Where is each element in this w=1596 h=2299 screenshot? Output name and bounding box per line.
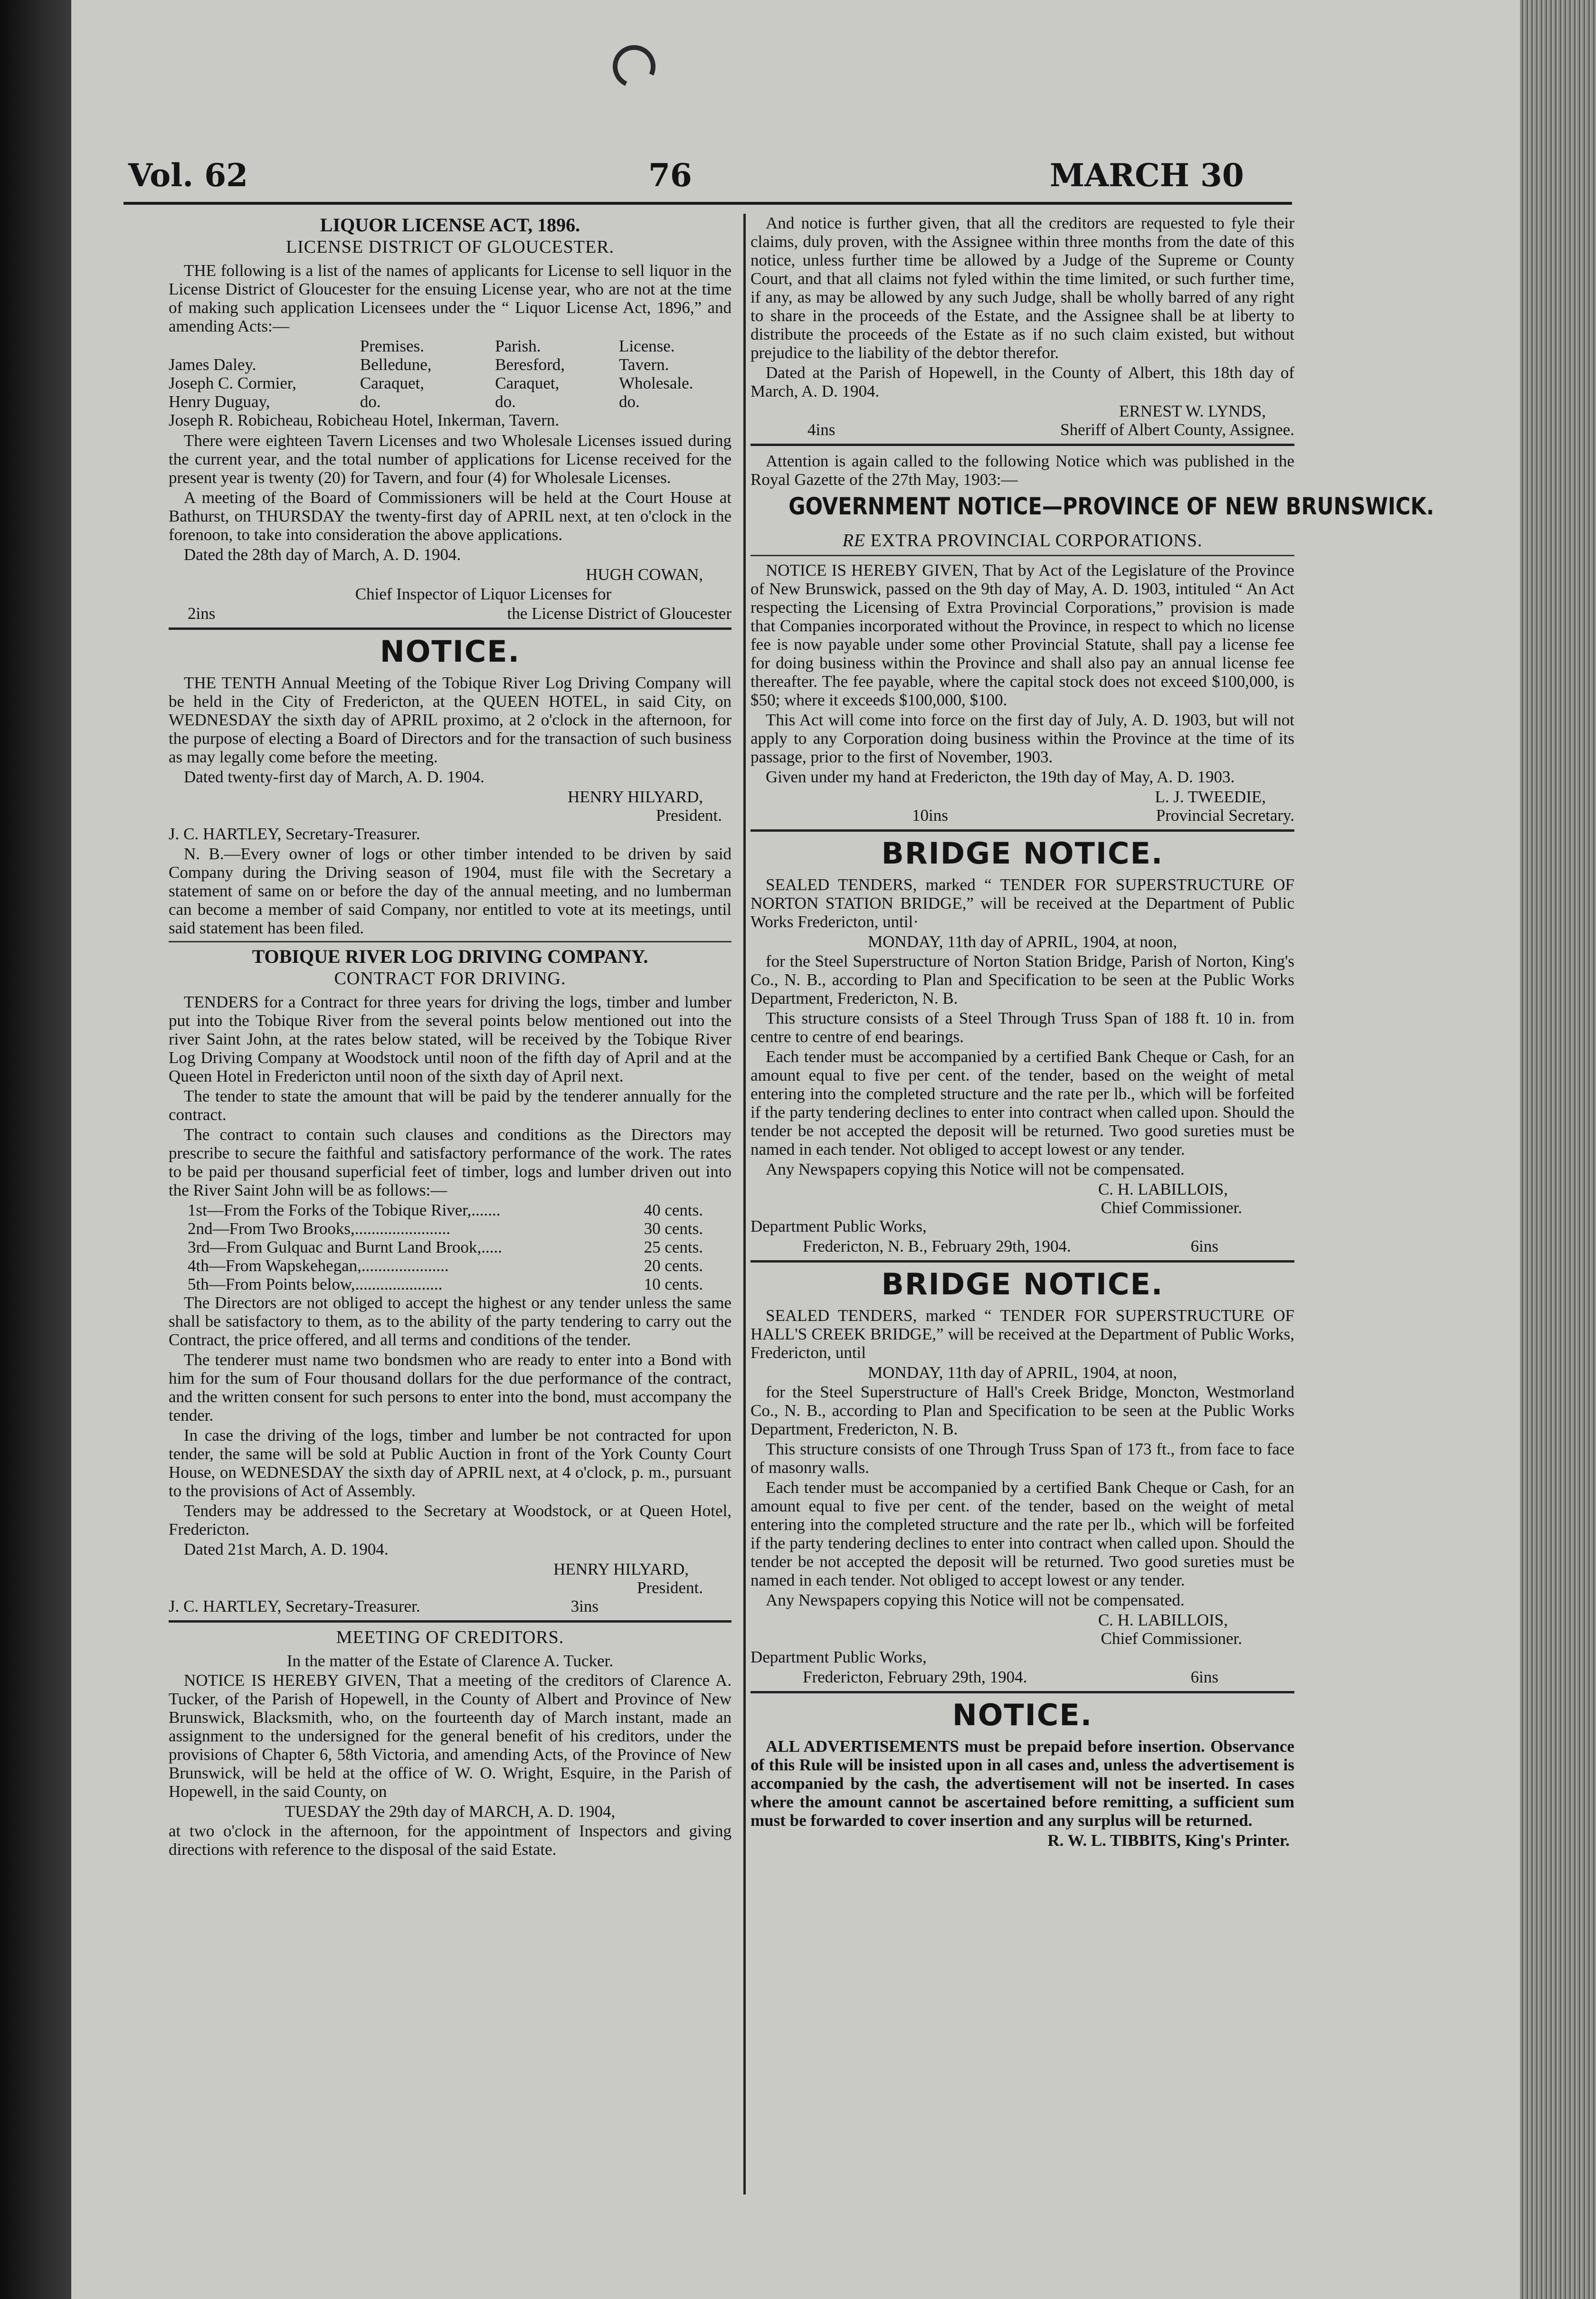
insertion-count: 2ins [188, 604, 216, 623]
re-word: RE [842, 531, 865, 551]
header-rule [124, 202, 1292, 205]
bridge-para: for the Steel Superstructure of Hall's Creek Bridge, Moncton, Westmorland Co., N. B., according to Plan and Specification to be seen at the Public Works Department, Fredericton, N. B. [750, 1383, 1294, 1438]
liquor-license-notice [169, 216, 732, 623]
bridge-para: Any Newspapers copying this Notice will not be compensated. [766, 1160, 1185, 1178]
bridge-para: This structure consists of one Through Truss Span of 173 ft., from face to face of masonry walls. [750, 1440, 1294, 1477]
tobique-para: The Directors are not obliged to accept the highest or any tender unless the same shall be satisfactory to them, as to the ability of the party tendering to carry out the Contract, the price offered, and all terms and conditions of the tender. [169, 1293, 732, 1349]
liquor-para-licenses: There were eighteen Tavern Licenses and two Wholesale Licenses issued during the current year, and the total number of applications for License received for the present year is twenty (20) for Tavern, and four (4) for Wholesale Licenses. [169, 431, 732, 487]
tobique-signer-title: President. [636, 1578, 703, 1597]
liquor-footer [169, 604, 732, 623]
insertion-count: 10ins [912, 806, 948, 825]
liquor-dated: Dated the 28th day of March, A. D. 1904. [184, 545, 461, 564]
gov-signer: L. J. TWEEDIE, [1155, 788, 1266, 806]
book-binding [0, 0, 71, 2299]
rate-label: 1st—From the Forks of the Tobique River,....... [188, 1201, 501, 1219]
table-row [169, 392, 732, 411]
table-row [169, 374, 732, 392]
section-rule [750, 1691, 1294, 1693]
gov-footer [750, 806, 1294, 825]
tobique-dated: Dated 21st March, A. D. 1904. [184, 1540, 389, 1558]
tobique-para: The tender to state the amount that will be paid by the tenderer annually for the contract. [169, 1087, 732, 1124]
bridge-dept: Department Public Works, [750, 1648, 927, 1666]
applicant-premises: do. [360, 392, 381, 411]
rate-label: 4th—From Wapskehegan,..................... [188, 1256, 449, 1275]
creditors-dated: Dated at the Parish of Hopewell, in the County of Albert, this 18th day of March, A. D. 1904. [750, 363, 1294, 400]
tobique-footer [169, 1597, 732, 1615]
bridge-para: SEALED TENDERS, marked “ TENDER FOR SUPERSTRUCTURE OF NORTON STATION BRIDGE,” will be received at the Department of Public Works Fredericton, until· [750, 875, 1294, 931]
right-column [750, 214, 1434, 1850]
page-number: 76 [648, 157, 692, 194]
advertisement-rules-body: ALL ADVERTISEMENTS must be prepaid before insertion. Observance of this Rule will be insisted upon in all cases and, unless the advertisement is accompanied by the cash, the advertisement will not be inserted. In cases where the amount cannot be ascertained before remitting, a sufficient sum must be forwarded to cover insertion and any surplus will be returned. [750, 1737, 1294, 1830]
rate-value: 20 cents. [644, 1256, 703, 1275]
applicant-row-full: Joseph R. Robicheau, Robicheau Hotel, Inkerman, Tavern. [169, 411, 560, 429]
page-stack-edges [1520, 0, 1596, 2299]
table-row [169, 411, 732, 429]
bridge-signer-title: Chief Commissioner. [1101, 1198, 1242, 1217]
list-item [169, 1219, 732, 1238]
section-rule [169, 941, 732, 942]
applicant-parish: do. [495, 392, 516, 411]
tobique-para: TENDERS for a Contract for three years for driving the logs, timber and lumber put into the Tobique River from the several points below mentioned out into the river Saint John, at the rates below stated, will be received by the Tobique River Log Driving Company at Woodstock until noon of the fifth day of April and at the Queen Hotel in Fredericton until noon of the sixth day of April next. [169, 993, 732, 1085]
applicant-premises: Belledune, [360, 355, 432, 374]
bridge-heading: BRIDGE NOTICE. [881, 836, 1164, 871]
applicant-parish: Caraquet, [495, 374, 560, 392]
list-item [169, 1256, 732, 1275]
bridge-notice-norton [750, 837, 1294, 1255]
rate-label: 3rd—From Gulquac and Burnt Land Brook,..... [188, 1238, 502, 1256]
bridge-para: Any Newspapers copying this Notice will not be compensated. [766, 1591, 1185, 1609]
bridge-footer [750, 1668, 1294, 1686]
tobique-secretary: J. C. HARTLEY, Secretary-Treasurer. [169, 1597, 420, 1615]
bridge-heading: BRIDGE NOTICE. [881, 1267, 1164, 1302]
bridge-para: Each tender must be accompanied by a certified Bank Cheque or Cash, for an amount equal to five per cent. of the tender, based on the weight of metal entering into the completed structure and the rate per lb., which will be forfeited if the party tendering declines to enter into contract when called upon. Should the tender be not accepted the deposit will be returned. Two good sureties must be named in each tender. Not obliged to accept lowest or any tender. [750, 1478, 1294, 1589]
section-rule [750, 829, 1294, 832]
list-item [169, 1201, 732, 1219]
applicant-name: Joseph C. Cormier, [169, 374, 296, 392]
bridge-para: Each tender must be accompanied by a certified Bank Cheque or Cash, for an amount equal to five per cent. of the tender, based on the weight of metal entering into the completed structure and the rate per lb., which will be forfeited if the party tendering declines to enter into contract when called upon. Should the tender be not accepted the deposit will be returned. Two good sureties must be named in each tender. Not obliged to accept lowest or any tender. [750, 1047, 1294, 1159]
applicant-premises: Caraquet, [360, 374, 424, 392]
bridge-dept-date: Fredericton, February 29th, 1904. [803, 1668, 1027, 1686]
liquor-para-meeting: A meeting of the Board of Commissioners will be held at the Court House at Bathurst, on THURSDAY the twenty-first day of APRIL next, at ten o'clock in the forenoon, to take into consideration the above applications. [169, 488, 732, 544]
bridge-dept: Department Public Works, [750, 1217, 927, 1235]
insertion-count: 4ins [808, 420, 836, 439]
applicant-parish: Beresford, [495, 355, 565, 374]
advertisement-rules-notice [750, 1699, 1294, 1850]
section-rule [169, 1620, 732, 1623]
rates-list [169, 1201, 732, 1293]
applicants-header [169, 337, 732, 355]
bridge-footer [750, 1237, 1294, 1255]
bridge-notice-halls-creek [750, 1268, 1294, 1686]
tobique-para: The tenderer must name two bondsmen who are ready to enter into a Bond with him for the sum of Four thousand dollars for the due performance of the contract, and the written consent for such persons to enter into the bond, must accompany the tender. [169, 1350, 732, 1425]
notice-heading: NOTICE. [380, 634, 521, 669]
gov-para: NOTICE IS HEREBY GIVEN, That by Act of the Legislature of the Province of New Brunswick, passed on the 9th day of May, A. D. 1903, intituled “ An Act respecting the Licensing of Extra Provincial Corporations,” provision is made that Companies incorporated without the Province, in respect to which no license fee is now payable under some other Provincial Statute, shall pay a license fee for doing business within the Province and shall also pay an annual license fee thereafter. The fee payable, where the capital stock does not exceed $100,000, is $50; where it exceeds $100,000, $100. [750, 561, 1294, 709]
attention-note: Attention is again called to the following Notice which was published in the Royal Gazette of the 27th May, 1903:— [750, 452, 1294, 489]
tobique-signer: HENRY HILYARD, [553, 1560, 689, 1578]
tobique-contract-notice [169, 947, 732, 1615]
assignee-title: Sheriff of Albert County, Assignee. [1060, 420, 1294, 439]
insertion-count: 6ins [1190, 1668, 1218, 1686]
liquor-title: LIQUOR LICENSE ACT, 1896. [320, 214, 580, 236]
rate-label: 2nd—From Two Brooks,....................... [188, 1219, 451, 1238]
rate-label: 5th—From Points below,..................... [188, 1275, 443, 1293]
bridge-date-line: MONDAY, 11th day of APRIL, 1904, at noon, [867, 932, 1178, 951]
creditors-para: at two o'clock in the afternoon, for the appointment of Inspectors and giving directions with reference to the disposal of the said Estate. [169, 1822, 732, 1859]
bridge-para: for the Steel Superstructure of Norton Station Bridge, Parish of Norton, King's Co., N. B., according to Plan and Specification to be seen at the Public Works Department, Fredericton, N. B. [750, 952, 1294, 1007]
meeting-nb: N. B.—Every owner of logs or other timber intended to be driven by said Company during the Driving season of 1904, must file with the Secretary a statement of same on or before the day of the annual meeting, and no lumberman can become a member of said Company, nor entitled to vote at its meetings, until said statement has been filed. [169, 845, 732, 937]
tobique-para: Tenders may be addressed to the Secretary at Woodstock, or at Queen Hotel, Fredericton. [169, 1501, 732, 1539]
bridge-date-line: MONDAY, 11th day of APRIL, 1904, at noon, [867, 1363, 1178, 1382]
insertion-count: 6ins [1190, 1237, 1218, 1255]
punch-hole-mark [607, 39, 661, 94]
subheading-text: EXTRA PROVINCIAL CORPORATIONS. [870, 531, 1203, 551]
tobique-para: In case the driving of the logs, timber and lumber be not contracted for upon tender, the same will be sold at Public Auction in front of the York County Court House, on WEDNESDAY the sixth day of APRIL next, at 4 o'clock, p. m., pursuant to the provisions of Act of Assembly. [169, 1426, 732, 1500]
creditors-para: NOTICE IS HEREBY GIVEN, That a meeting of the creditors of Clarence A. Tucker, of the Parish of Hopewell, in the County of Albert and Province of New Brunswick, Blacksmith, who, on the fourteenth day of March instant, made an assignment to the undersigned for the general benefit of his creditors, under the provisions of Chapter 6, 58th Victoria, and amending Acts, of the Province of New Brunswick, will be held at the office of W. O. Wright, Esquire, in the Parish of Hopewell, in the said County, on [169, 1671, 732, 1801]
creditors-estate: In the matter of the Estate of Clarence A. Tucker. [286, 1652, 614, 1670]
government-notice [750, 493, 1434, 825]
bridge-signer-title: Chief Commissioner. [1101, 1629, 1242, 1648]
table-row [169, 355, 732, 374]
rate-value: 10 cents. [644, 1275, 703, 1293]
liquor-signer-title2: the License District of Gloucester [507, 604, 732, 623]
bridge-para: SEALED TENDERS, marked “ TENDER FOR SUPERSTRUCTURE OF HALL'S CREEK BRIDGE,” will be received at the Department of Public Works, Fredericton, until [750, 1306, 1294, 1362]
rate-value: 30 cents. [644, 1219, 703, 1238]
liquor-intro: THE following is a list of the names of applicants for License to sell liquor in the License District of Gloucester for the ensuing License year, who are not at the time of making such application Licensees under the “ Liquor License Act, 1896,” and amending Acts:— [169, 261, 732, 335]
insertion-count: 3ins [570, 1597, 598, 1615]
rate-value: 25 cents. [644, 1238, 703, 1256]
meeting-signer: HENRY HILYARD, [568, 788, 703, 806]
meeting-dated: Dated twenty-first day of March, A. D. 1904. [184, 768, 484, 786]
liquor-signer-title1: Chief Inspector of Liquor Licenses for [355, 585, 612, 603]
rate-value: 40 cents. [644, 1201, 703, 1219]
section-rule [750, 555, 1294, 556]
applicant-name: Henry Duguay, [169, 392, 270, 411]
column-divider [743, 214, 746, 2194]
gov-signer-title: Provincial Secretary. [1156, 806, 1294, 825]
kings-printer-signer: R. W. L. TIBBITS, King's Printer. [1047, 1831, 1290, 1850]
government-notice-heading: GOVERNMENT NOTICE—PROVINCE OF NEW BRUNSWICK. [788, 493, 1434, 520]
liquor-signer: HUGH COWAN, [586, 565, 703, 584]
bridge-signer: C. H. LABILLOIS, [1098, 1180, 1228, 1198]
liquor-subtitle: LICENSE DISTRICT OF GLOUCESTER. [285, 237, 615, 257]
meeting-secretary: J. C. HARTLEY, Secretary-Treasurer. [169, 825, 420, 843]
applicants-table [169, 337, 732, 429]
creditors-date-line: TUESDAY the 29th day of MARCH, A. D. 1904, [285, 1802, 616, 1821]
applicant-license: Wholesale. [618, 374, 694, 392]
bridge-para: This structure consists of a Steel Through Truss Span of 188 ft. 10 in. from centre to centre of end bearings. [750, 1009, 1294, 1046]
meeting-signer-title: President. [656, 806, 722, 825]
volume-label: Vol. 62 [128, 157, 248, 194]
tobique-title: TOBIQUE RIVER LOG DRIVING COMPANY. [252, 946, 648, 967]
creditors-notice-continued [750, 214, 1294, 439]
tobique-para: The contract to contain such clauses and conditions as the Directors may prescribe to secure the faithful and satisfactory performance of the work. The rates to be paid per thousand superficial feet of timber, logs and lumber driven out into the River Saint John will be as follows:— [169, 1125, 732, 1199]
left-column [169, 214, 732, 1860]
section-rule [750, 1260, 1294, 1263]
col-header-parish: Parish. [495, 337, 541, 355]
assignee-footer [750, 420, 1294, 439]
applicant-license: Tavern. [618, 355, 669, 374]
government-notice-subheading [750, 532, 1294, 550]
gov-dated: Given under my hand at Fredericton, the 19th day of May, A. D. 1903. [766, 768, 1235, 786]
assignee-signer: ERNEST W. LYNDS, [1119, 402, 1266, 420]
section-rule [750, 444, 1294, 446]
list-item [169, 1238, 732, 1256]
tobique-subtitle: CONTRACT FOR DRIVING. [334, 969, 566, 988]
section-rule [169, 627, 732, 630]
bridge-dept-date: Fredericton, N. B., February 29th, 1904. [803, 1237, 1071, 1255]
applicant-license: do. [618, 392, 640, 411]
tobique-annual-meeting-notice [169, 636, 732, 937]
col-header-premises: Premises. [360, 337, 425, 355]
gov-para: This Act will come into force on the first day of July, A. D. 1903, but will not apply to any Corporation doing business within the Province at the time of its passage, prior to the first of November, 1903. [750, 711, 1294, 766]
creditors-title: MEETING OF CREDITORS. [336, 1627, 564, 1647]
col-header-license: License. [618, 337, 675, 355]
issue-date: MARCH 30 [1050, 157, 1244, 194]
bridge-signer: C. H. LABILLOIS, [1098, 1611, 1228, 1629]
applicant-name: James Daley. [169, 355, 256, 374]
list-item [169, 1275, 732, 1293]
col-header-name [169, 337, 360, 355]
creditors-meeting-notice [169, 1628, 732, 1859]
meeting-notice-body: THE TENTH Annual Meeting of the Tobique River Log Driving Company will be held in the City of Fredericton, at the QUEEN HOTEL, in said City, on WEDNESDAY the sixth day of APRIL proximo, at 2 o'clock in the afternoon, for the purpose of electing a Board of Directors and for the transaction of such business as may legally come before the meeting. [169, 674, 732, 766]
notice-heading: NOTICE. [952, 1698, 1093, 1732]
creditors-claims-para: And notice is further given, that all the creditors are requested to fyle their claims, duly proven, with the Assignee within three months from the date of this notice, unless further time be allowed by a Judge of the Supreme or County Court, and that all claims not fyled within the time limited, or such further time, if any, as may be allowed by any such Judge, shall be wholly barred of any right to share in the proceeds of the Estate, and the Assignee shall be at liberty to distribute the proceeds of the Estate as if no such claim existed, but without prejudice to the liability of the debtor therefor. [750, 214, 1294, 362]
